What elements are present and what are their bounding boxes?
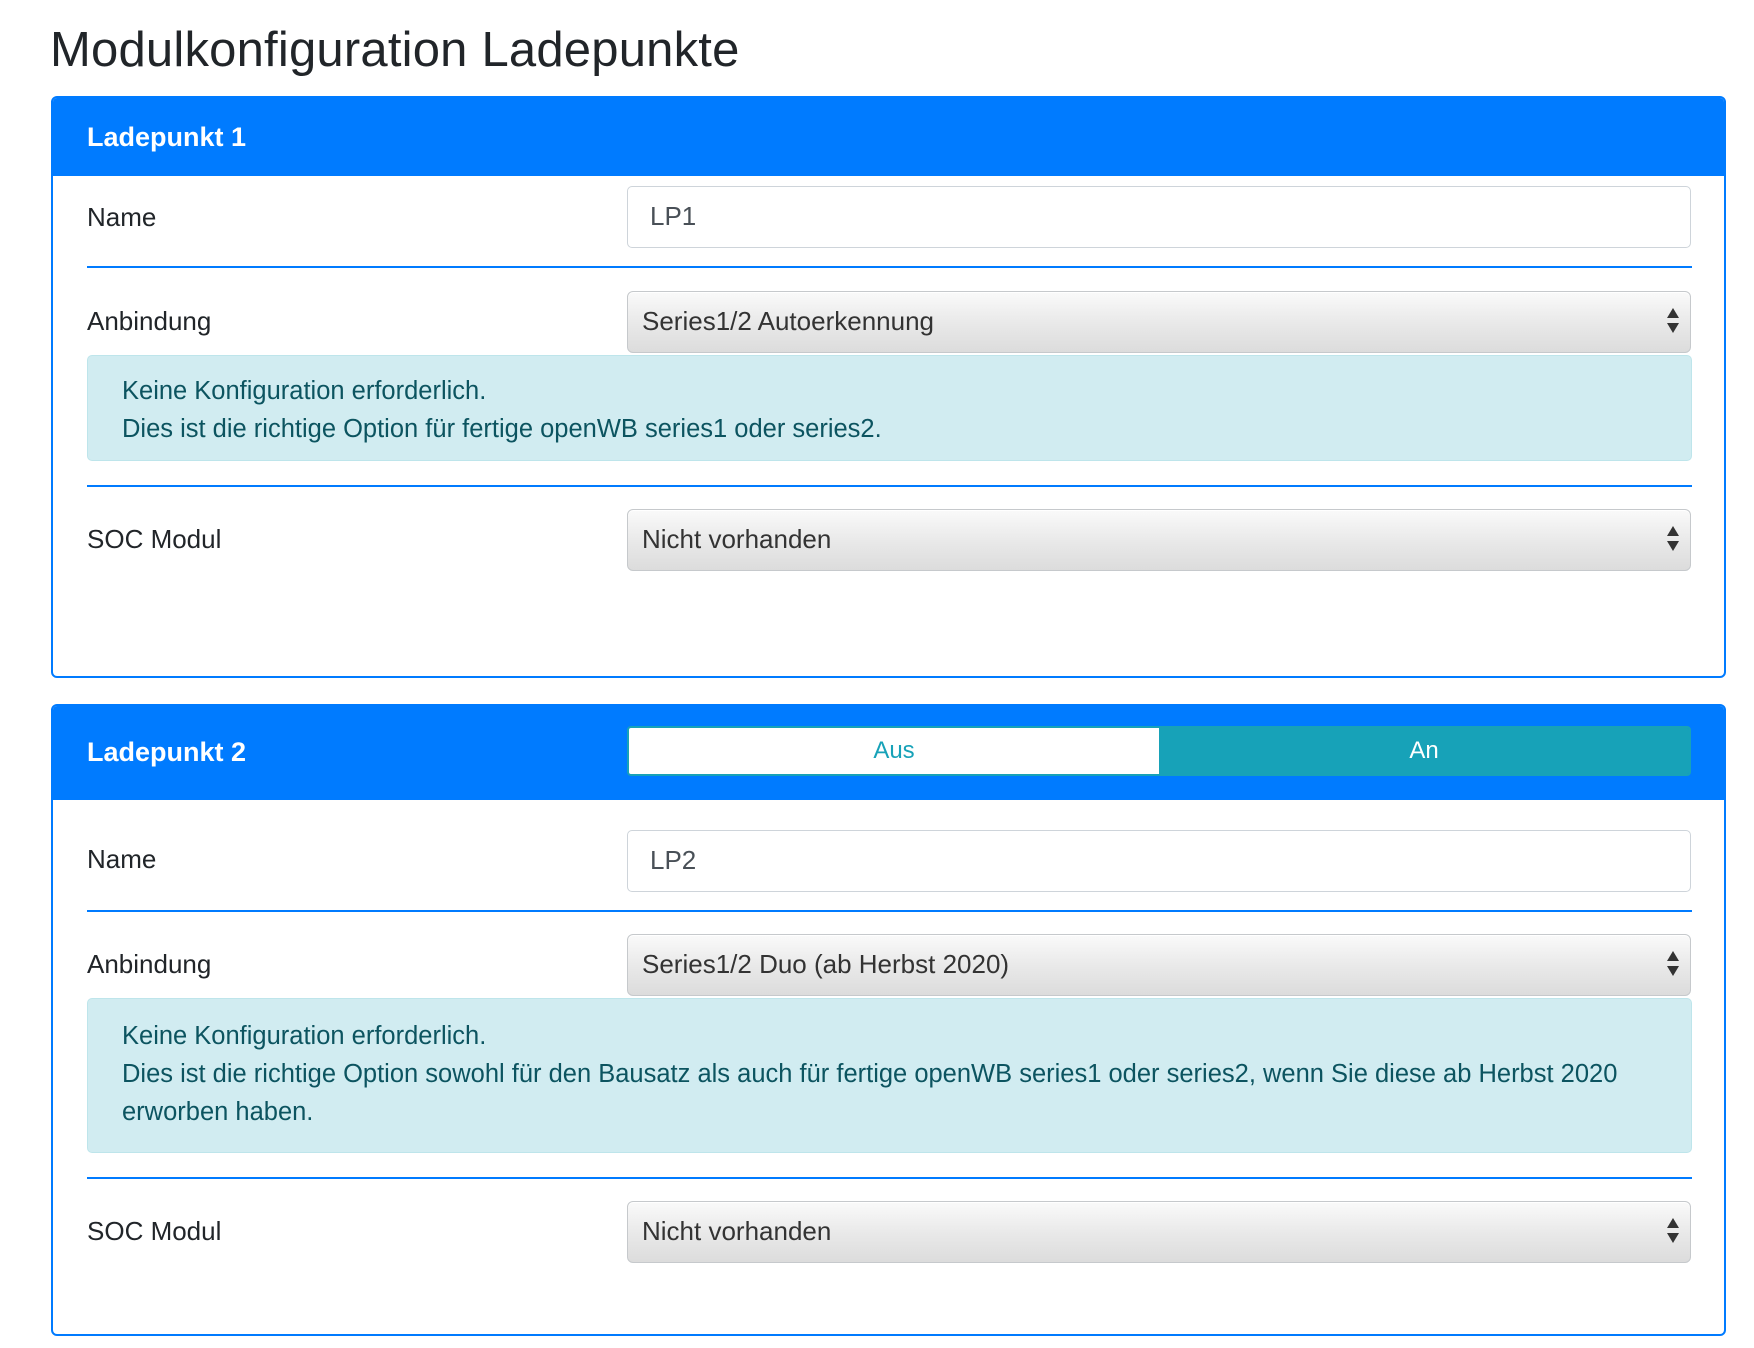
name-input[interactable]: LP2: [627, 830, 1691, 892]
info-line: Dies ist die richtige Option für fertige openWB series1 oder series2.: [122, 415, 882, 443]
soc-modul-select-value: Nicht vorhanden: [642, 524, 832, 554]
info-line: Keine Konfiguration erforderlich.: [122, 377, 487, 405]
toggle-aus-button[interactable]: Aus: [629, 728, 1159, 774]
updown-chevron-icon: [1666, 306, 1680, 336]
name-label: Name: [87, 844, 157, 874]
info-line: Dies ist die richtige Option sowohl für den Bausatz als auch für fertige openWB series1 oder series2, wenn Sie diese ab Herbst 2020 erworben haben.: [122, 1060, 1618, 1126]
info-line: Keine Konfiguration erforderlich.: [122, 1022, 487, 1050]
anbindung-label: Anbindung: [87, 306, 212, 336]
updown-chevron-icon: [1666, 1216, 1680, 1246]
anbindung-label: Anbindung: [87, 949, 212, 979]
name-label: Name: [87, 202, 157, 232]
divider: [87, 485, 1692, 487]
card-header: [53, 98, 1724, 176]
page-title: Modulkonfiguration Ladepunkte: [50, 23, 740, 77]
enable-toggle[interactable]: [627, 726, 1691, 776]
soc-modul-label: SOC Modul: [87, 1216, 222, 1246]
anbindung-select-value: Series1/2 Duo (ab Herbst 2020): [642, 949, 1010, 979]
name-input[interactable]: LP1: [627, 186, 1691, 248]
anbindung-select-value: Series1/2 Autoerkennung: [642, 306, 934, 336]
anbindung-select[interactable]: [627, 291, 1691, 353]
soc-modul-select[interactable]: [627, 509, 1691, 571]
info-alert: [87, 998, 1692, 1153]
soc-modul-select-value: Nicht vorhanden: [642, 1216, 832, 1246]
ladepunkt-2-card: [51, 704, 1726, 1336]
soc-modul-label: SOC Modul: [87, 524, 222, 554]
ladepunkt-1-card: [51, 96, 1726, 678]
updown-chevron-icon: [1666, 524, 1680, 554]
anbindung-select[interactable]: [627, 934, 1691, 996]
updown-chevron-icon: [1666, 949, 1680, 979]
soc-modul-select[interactable]: [627, 1201, 1691, 1263]
card-header: [53, 706, 1724, 800]
info-alert: [87, 355, 1692, 461]
divider: [87, 1177, 1692, 1179]
card-title: Ladepunkt 2: [87, 737, 247, 767]
card-title: Ladepunkt 1: [87, 122, 247, 152]
divider: [87, 266, 1692, 268]
toggle-an-button[interactable]: An: [1159, 728, 1689, 774]
divider: [87, 910, 1692, 912]
